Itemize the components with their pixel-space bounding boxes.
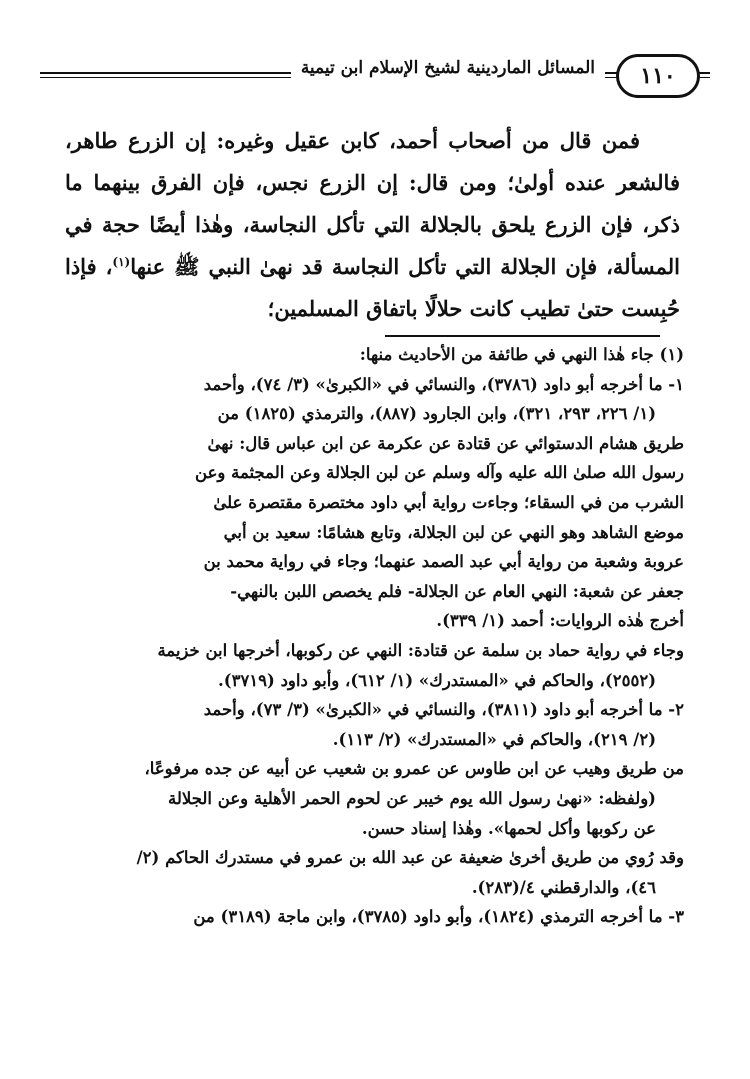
footnote-line: ٣- ما أخرجه الترمذي (١٨٢٤)، وأبو داود (٣٧٨٥)، وابن ماجة (٣١٨٩) من [193,907,684,927]
footnote-line: ٤٦)، والدارقطني ٤/(٢٨٣). [471,877,656,897]
footnote-line: (١) جاء هٰذا النهي في طائفة من الأحاديث منها: [359,345,684,364]
footnote-line: أخرج هٰذه الروايات: أحمد (١/ ٣٣٩). [436,611,684,631]
footnote-line: (١/ ٢٢٦، ٢٩٣، ٣٢١)، وابن الجارود (٨٨٧)، والترمذي (١٨٢٥) من [217,404,656,424]
footnote-line: من طريق وهيب عن ابن طاوس عن عمرو بن شعيب عن أبيه عن جده مرفوعًا، [144,759,684,779]
footnote-line: ١- ما أخرجه أبو داود (٣٧٨٦)، والنسائي في «الكبرىٰ» (٣/ ٧٤)، وأحمد [203,374,684,394]
footnote-line: وجاء في رواية حماد بن سلمة عن قتادة: النهي عن ركوبها، أخرجها ابن خزيمة [157,640,684,660]
footnote-line: عروبة وشعبة من رواية أبي عبد الصمد عنهما؛ وجاء في رواية محمد بن [203,552,684,572]
paragraph [65,120,680,330]
footnotes [62,340,684,932]
footnote-line: رسول الله صلىٰ الله عليه وآله وسلم عن لبن الجلالة وعن المجثمة وعن [195,463,684,483]
paragraph-text: فمن قال من أصحاب أحمد، كابن عقيل وغيره: إن الزرع طاهر، فالشعر عنده أولىٰ؛ ومن قال: إن الزرع نجس، فإن الفرق بينهما ما ذكر، فإن الزرع يلحق بالجلالة التي تأكل النجاسة، وهٰذا أيضًا حجة في المسألة، فإن الجلالة التي تأكل النجاسة قد نهىٰ النبي ﷺ عنها [65,128,681,279]
footnote-line: وقد رُوي من طريق أخرىٰ ضعيفة عن عبد الله بن عمرو في مستدرك الحاكم (٢/ [136,848,684,868]
footnote-line: الشرب من في السقاء؛ وجاءت رواية أبي داود مختصرة مقتصرة علىٰ [213,492,684,512]
footnote-line: (٢٥٥٢)، والحاكم في «المستدرك» (١/ ٦١٢)، وأبو داود (٣٧١٩). [218,670,656,690]
footnote-line: (ولفظه: «نهىٰ رسول الله يوم خيبر عن لحوم الحمر الأهلية وعن الجلالة [168,788,656,808]
footnote-line: ٢- ما أخرجه أبو داود (٣٨١١)، والنسائي في «الكبرىٰ» (٣/ ٧٣)، وأحمد [203,700,684,720]
footnote-separator [385,335,660,337]
footnote-line: عن ركوبها وأكل لحمها». وهٰذا إسناد حسن. [361,818,656,838]
footnote-line: موضع الشاهد وهو النهي عن لبن الجلالة، وتابع هشامًا: سعيد بن أبي [223,522,684,542]
page-header [40,50,710,102]
page-number: ١١٠ [616,54,700,98]
footnote-line: طريق هشام الدستوائي عن قتادة عن عكرمة عن ابن عباس قال: نهىٰ [207,433,684,453]
footnote-line: جعفر عن شعبة: النهي العام عن الجلالة- فلم يخصص اللبن بالنهي- [230,581,684,601]
main-text [65,120,680,330]
paragraph-text-end: ، فإذا حُبِست حتىٰ تطيب كانت حلالًا باتفاق المسلمين؛ [65,254,680,321]
running-title: المسائل الماردينية لشيخ الإسلام ابن تيمية [291,58,605,78]
footnote-line: (٢/ ٢١٩)، والحاكم في «المستدرك» (٢/ ١١٣). [332,729,656,749]
footnote-reference: (١) [112,255,131,269]
